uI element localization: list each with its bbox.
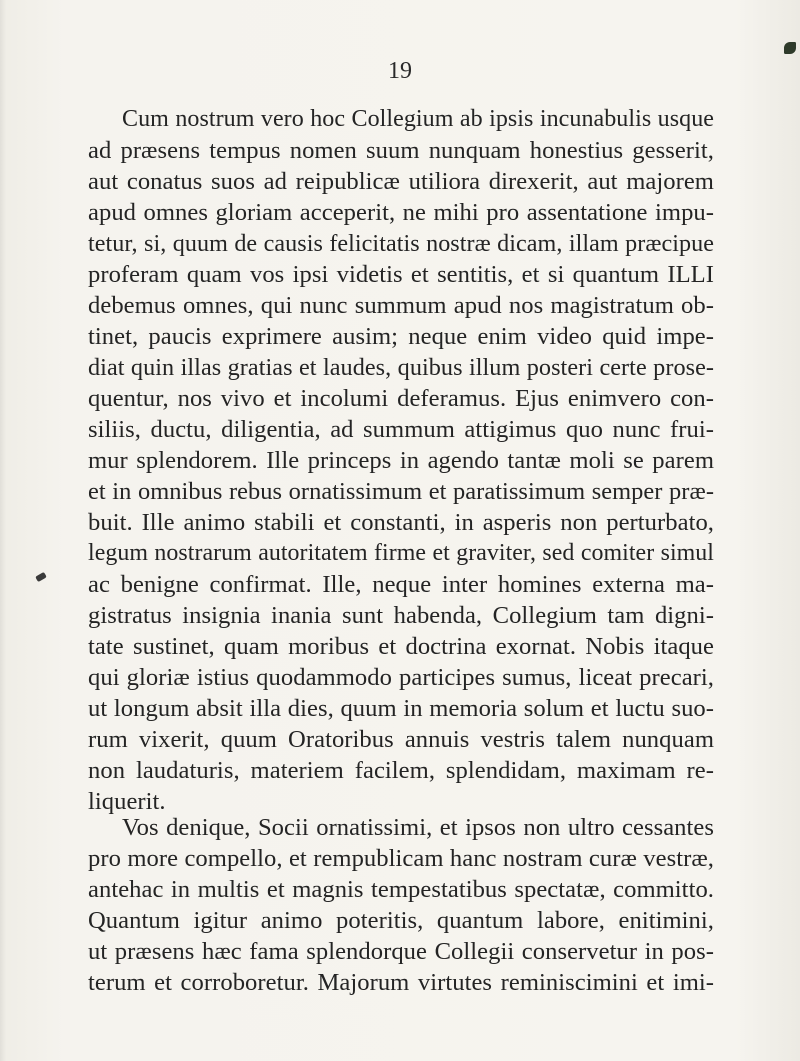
paragraph-2 [88,812,714,998]
text-line: ut præsens hæc fama splendorque Collegii conservetur in pos- [88,938,714,965]
text-line: debemus omnes, qui nunc summum apud nos magistratum ob- [88,292,714,319]
text-line: ad præsens tempus nomen suum nunquam honestius gesserit, [88,137,714,164]
paragraph-1 [88,104,714,817]
text-line: legum nostrarum autoritatem firme et graviter, sed comiter simul [88,540,714,566]
text-line: tinet, paucis exprimere ausim; neque enim video quid impe- [88,323,714,350]
text-line: gistratus insignia inania sunt habenda, Collegium tam digni- [88,602,714,629]
text-line: quentur, nos vivo et incolumi deferamus. Ejus enimvero con- [88,385,714,412]
text-line: buit. Ille animo stabili et constanti, in asperis non perturbato, [88,509,714,536]
text-line: aut conatus suos ad reipublicæ utiliora direxerit, aut majorem [88,168,714,195]
corner-stain [784,42,796,54]
text-line: apud omnes gloriam acceperit, ne mihi pro assentatione impu- [88,199,714,226]
page-fold-shadow [0,0,6,1061]
text-line: et in omnibus rebus ornatissimum et paratissimum semper præ- [88,478,714,505]
text-line: qui gloriæ istius quodammodo participes sumus, liceat precari, [88,664,714,691]
text-line: ac benigne confirmat. Ille, neque inter homines externa ma- [88,571,714,598]
text-line: tate sustinet, quam moribus et doctrina exornat. Nobis itaque [88,633,714,660]
text-line: Vos denique, Socii ornatissimi, et ipsos non ultro cessantes [122,814,714,841]
text-line: Cum nostrum vero hoc Collegium ab ipsis incunabulis usque [122,106,714,132]
text-line: ut longum absit illa dies, quum in memoria solum et luctu suo- [88,695,714,722]
text-line: pro more compello, et rempublicam hanc nostram curæ vestræ, [88,845,714,872]
text-line: Quantum igitur animo poteritis, quantum labore, enitimini, [88,907,714,934]
text-line: proferam quam vos ipsi videtis et sentitis, et si quantum ILLI [88,261,714,288]
text-line: terum et corroboretur. Majorum virtutes reminiscimini et imi- [88,969,714,996]
text-line: mur splendorem. Ille princeps in agendo tantæ moli se parem [88,447,714,474]
margin-mark [35,572,47,582]
text-line: antehac in multis et magnis tempestatibus spectatæ, committo. [88,876,714,903]
text-line: siliis, ductu, diligentia, ad summum attigimus quo nunc frui- [88,416,714,443]
text-line: rum vixerit, quum Oratoribus annuis vestris talem nunquam [88,726,714,753]
text-line: tetur, si, quum de causis felicitatis nostræ dicam, illam præcipue [88,230,714,257]
text-line: non laudaturis, materiem facilem, splendidam, maximam re- [88,757,714,784]
page-number: 19 [388,58,412,84]
text-line: diat quin illas gratias et laudes, quibus illum posteri certe prose- [88,354,714,381]
text-line: liquerit. [88,788,166,815]
